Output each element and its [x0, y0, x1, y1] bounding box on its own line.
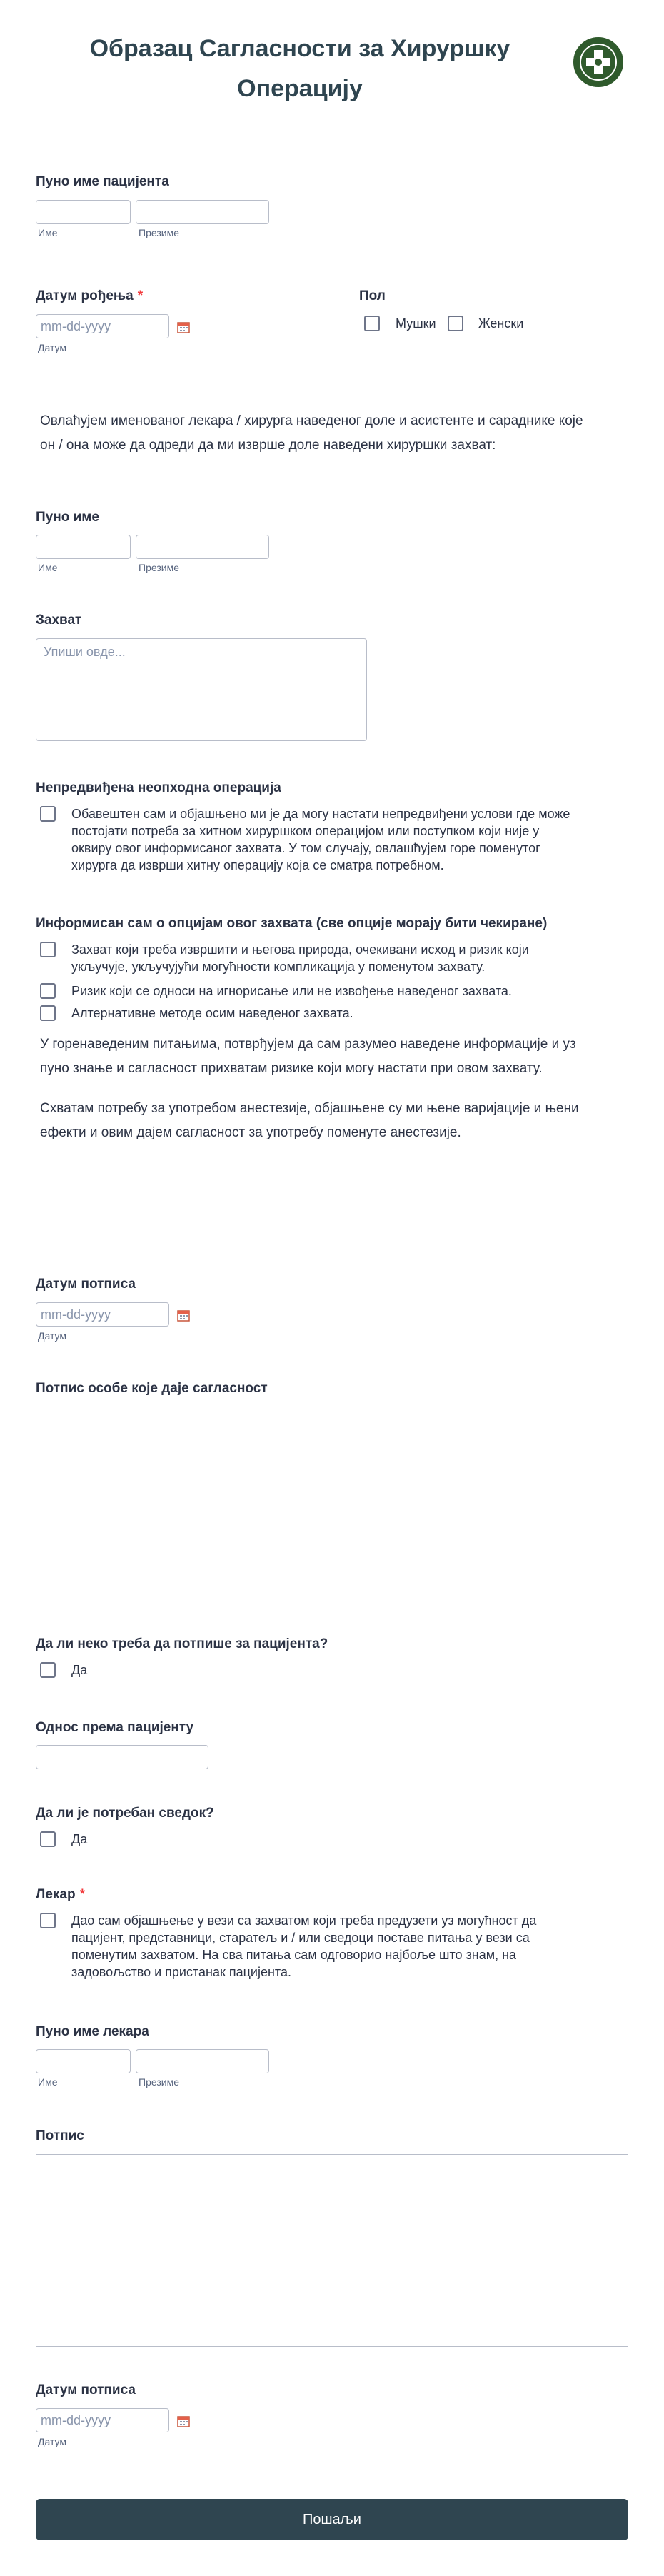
doctor-label: Лекар * — [36, 1887, 85, 1902]
other-signer-yes-label: Да — [71, 1663, 88, 1677]
patient-last-name-input[interactable] — [136, 200, 269, 224]
informed-option-1-line-2: укључује, укључујући могућности компликација у поменутом захвату. — [71, 960, 486, 974]
informed-option-1-line-1: Захват који треба извршити и његова природа, очекивани исход и ризик који — [71, 942, 529, 957]
sign-date-label: Датум потписа — [36, 1277, 136, 1292]
procedure-textarea[interactable]: Упиши овде... — [36, 638, 367, 741]
birth-date-label: Датум рођења * — [36, 288, 144, 303]
patient-last-name-sublabel: Презиме — [139, 227, 179, 238]
form-title — [43, 29, 557, 109]
patient-first-name-input[interactable] — [36, 200, 131, 224]
emergency-text-4: хирурга да изврши хитну операцију која се сматра потребном. — [71, 858, 444, 872]
relation-input[interactable] — [36, 1745, 208, 1769]
last-name-sublabel: Презиме — [139, 562, 179, 573]
emergency-text-2: постојати потреба за хитном хируршком операцијом или поступком који није у — [71, 824, 540, 838]
emergency-text-1: Обавештен сам и објашњено ми је да могу настати непредвиђени услови где може — [71, 807, 570, 821]
statement-p2-line-1: Схватам потребу за употребом анестезије, објашњене су ми њене варијације и њени — [40, 1101, 579, 1116]
doctor-first-name-sublabel: Име — [38, 2076, 58, 2088]
witness-yes-label: Да — [71, 1832, 88, 1846]
informed-option-2-label: Ризик који се односи на игнорисање или не извођење наведеног захвата. — [71, 984, 512, 998]
emergency-checkbox[interactable] — [40, 806, 56, 822]
gender-label: Пол — [359, 288, 386, 303]
birth-date-sublabel: Датум — [38, 342, 66, 353]
form-title-line1: Образац Сагласности за Хируршку — [89, 35, 510, 62]
calendar-icon[interactable] — [176, 2414, 191, 2428]
other-signer-label: Да ли неко треба да потпише за пацијента? — [36, 1636, 328, 1651]
doctor-last-name-sublabel: Презиме — [139, 2076, 179, 2088]
signature-pad[interactable] — [36, 2154, 628, 2347]
sign-date-2-input[interactable]: mm-dd-yyyy — [36, 2408, 169, 2432]
gender-female-label: Женски — [478, 316, 524, 331]
doctor-first-name-input[interactable] — [36, 2049, 131, 2073]
doctor-text-3: поменутим захватом. На сва питања сам одговорио најбоље што знам, на — [71, 1948, 517, 1962]
informed-option-3-checkbox[interactable] — [40, 1005, 56, 1021]
witness-yes-checkbox[interactable] — [40, 1831, 56, 1847]
first-name-input[interactable] — [36, 535, 131, 559]
consent-signature-label: Потпис особе које даје сагласност — [36, 1381, 268, 1396]
sign-date-2-sublabel: Датум — [38, 2436, 66, 2447]
gender-male-label: Мушки — [396, 316, 436, 331]
informed-option-2-checkbox[interactable] — [40, 983, 56, 999]
sign-date-2-label: Датум потписа — [36, 2383, 136, 2398]
calendar-icon[interactable] — [176, 1308, 191, 1322]
doctor-text-2: пацијент, представници, старатељ и / или сведоци поставе питања у вези са — [71, 1931, 530, 1945]
emergency-text-3: оквиру овог информисаног захвата. У том случају, овлашћујем горе поменутог — [71, 841, 540, 855]
signature-label: Потпис — [36, 2128, 84, 2143]
medical-logo-icon — [573, 37, 623, 87]
doctor-name-label: Пуно име лекара — [36, 2024, 149, 2039]
consent-signature-pad[interactable] — [36, 1407, 628, 1599]
informed-option-3-label: Алтернативне методе осим наведеног захвата. — [71, 1006, 353, 1020]
statement-p1-line-1: У горенаведеним питањима, потврђујем да сам разумео наведене информације и уз — [40, 1037, 576, 1052]
birth-date-input[interactable]: mm-dd-yyyy — [36, 314, 169, 338]
form-title-line2: Операцију — [237, 75, 363, 102]
gender-female-checkbox[interactable] — [448, 316, 463, 331]
last-name-input[interactable] — [136, 535, 269, 559]
witness-label: Да ли је потребан сведок? — [36, 1806, 214, 1821]
informed-option-1-checkbox[interactable] — [40, 942, 56, 957]
doctor-text-4: задовољство и пристанак пацијента. — [71, 1965, 291, 1979]
intro-line-2: он / она може да одреди да ми изврше доле наведени хируршки захват: — [40, 438, 496, 453]
first-name-sublabel: Име — [38, 562, 58, 573]
other-signer-yes-checkbox[interactable] — [40, 1662, 56, 1678]
gender-male-checkbox[interactable] — [364, 316, 380, 331]
doctor-text-1: Дао сам објашњење у вези са захватом који треба предузети уз могућност да — [71, 1913, 537, 1928]
calendar-icon[interactable] — [176, 320, 191, 334]
sign-date-input[interactable]: mm-dd-yyyy — [36, 1302, 169, 1327]
relation-label: Однос према пацијенту — [36, 1720, 194, 1735]
patient-name-label: Пуно име пацијента — [36, 174, 169, 189]
full-name-label: Пуно име — [36, 510, 99, 525]
submit-button[interactable]: Пошаљи — [36, 2499, 628, 2540]
statement-p1-line-2: пуно знање и сагласност прихватам ризике који могу настати при овом захвату. — [40, 1061, 543, 1076]
emergency-label: Непредвиђена неопходна операција — [36, 780, 281, 795]
doctor-confirm-checkbox[interactable] — [40, 1913, 56, 1928]
informed-label: Информисан сам о опцијам овог захвата (све опције морају бити чекиране) — [36, 916, 548, 931]
procedure-label: Захват — [36, 613, 82, 628]
intro-line-1: Овлаћујем именованог лекара / хирурга наведеног доле и асистенте и сараднике које — [40, 413, 583, 428]
statement-p2-line-2: ефекти и овим дајем сагласност за употребу поменуте анестезије. — [40, 1125, 461, 1140]
patient-first-name-sublabel: Име — [38, 227, 58, 238]
doctor-last-name-input[interactable] — [136, 2049, 269, 2073]
sign-date-sublabel: Датум — [38, 1330, 66, 1342]
